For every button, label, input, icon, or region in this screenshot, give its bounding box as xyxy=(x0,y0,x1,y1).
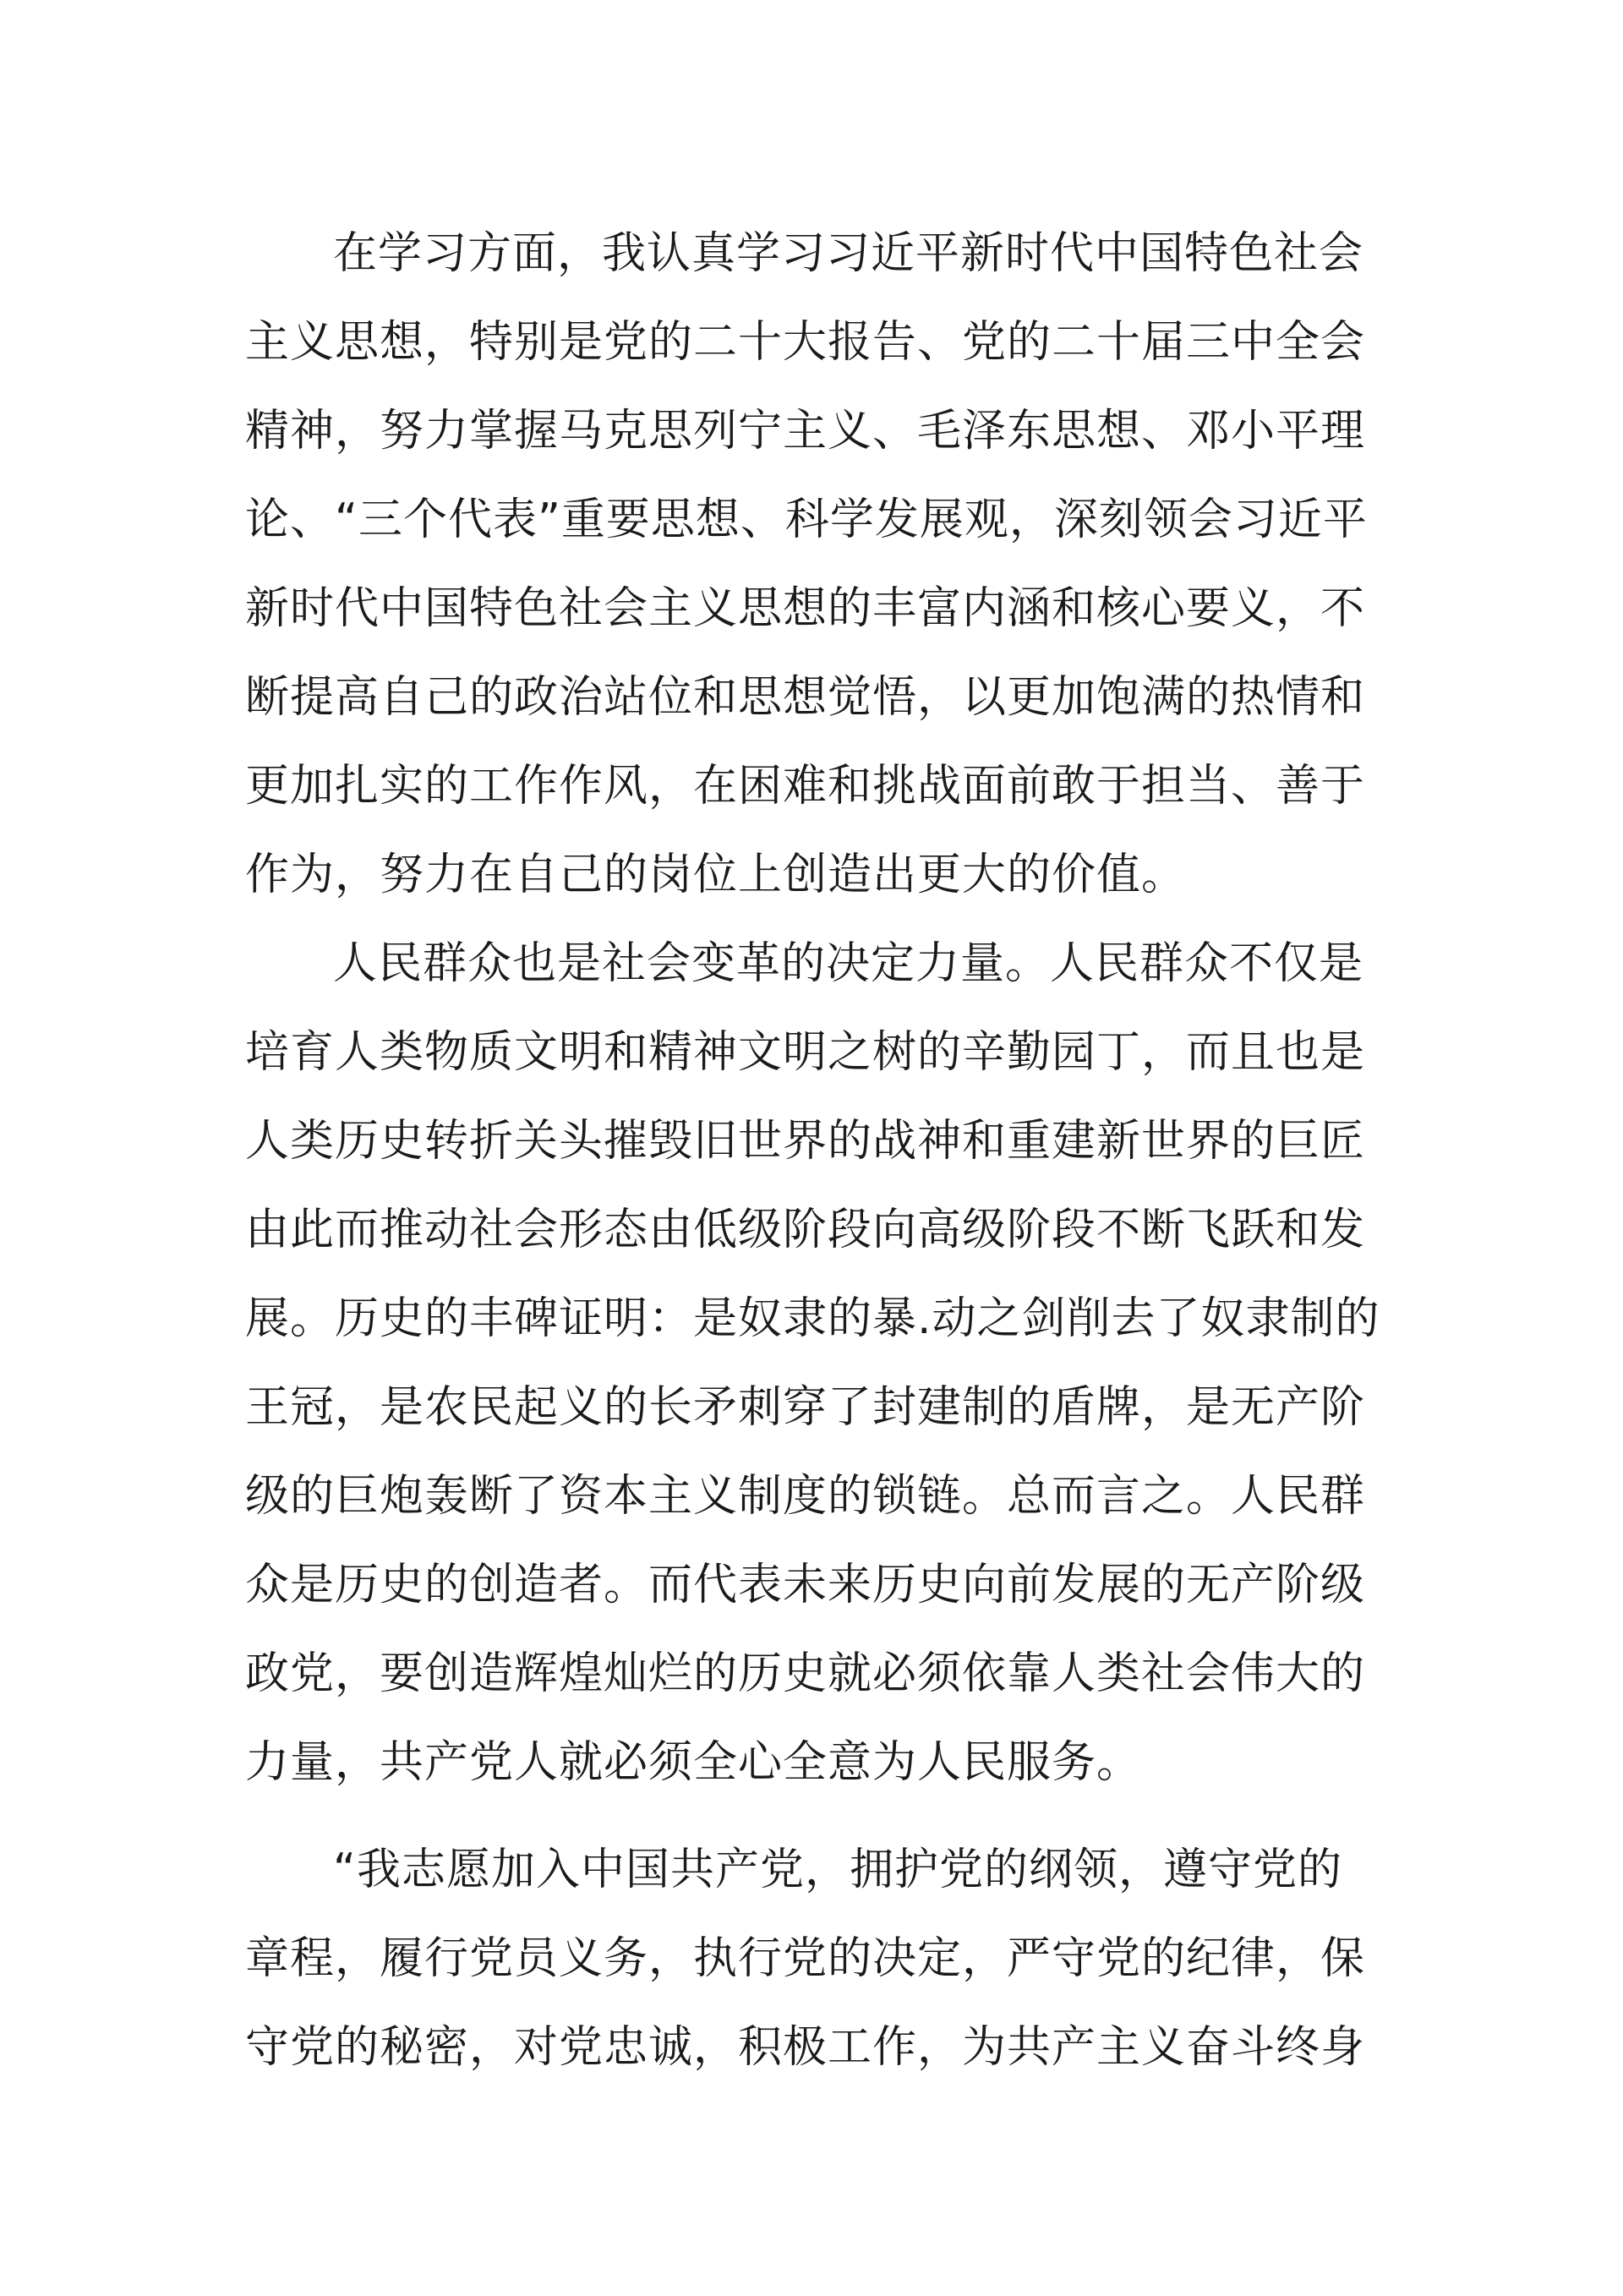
paragraph-study: 在学习方面，我认真学习习近平新时代中国特色社会主义思想，特别是党的二十大报告、党的二十届三中全会精神，努力掌握马克思列宁主义、毛泽东思想、邓小平理论、“三个代表”重要思想、科学发展观，深刻领会习近平新时代中国特色社会主义思想的丰富内涵和核心要义，不断提高自己的政治站位和思想觉悟，以更加饱满的热情和更加扎实的工作作风，在困难和挑战面前敢于担当、善于作为，努力在自己的岗位上创造出更大的价值。 xyxy=(245,228,1368,900)
text-block-main xyxy=(245,210,1386,1807)
text-block-oath xyxy=(245,1826,1386,2092)
paragraph-people: 人民群众也是社会变革的决定力量。人民群众不仅是培育人类物质文明和精神文明之树的辛勤园丁，而且也是人类历史转折关头摧毁旧世界的战神和重建新世界的巨匠由此而推动社会形态由低级阶段向高级阶段不断飞跃和发展。历史的丰碑证明：是奴隶的暴.动之剑削去了奴隶制的王冠，是农民起义的长矛刺穿了封建制的盾牌，是无产阶级的巨炮轰断了资本主义制度的锁链。总而言之。人民群众是历史的创造者。而代表未来历史向前发展的无产阶级政党，要创造辉煌灿烂的历史就必须依靠人类社会伟大的力量，共产党人就必须全心全意为人民服务。 xyxy=(245,938,1380,1788)
paragraph-oath: “我志愿加入中国共产党，拥护党的纲领，遵守党的章程，履行党员义务，执行党的决定，严守党的纪律，保守党的秘密，对党忠诚，积极工作，为共产主义奋斗终身 xyxy=(245,1845,1366,2073)
